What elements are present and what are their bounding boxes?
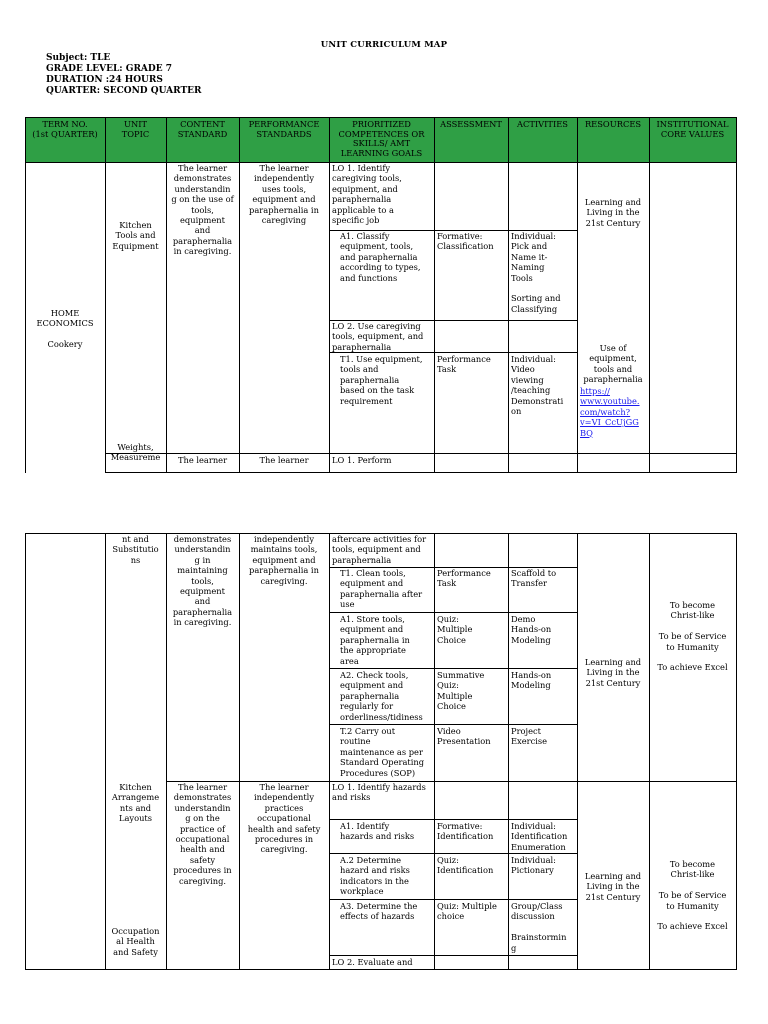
header-term: TERM NO. (1st QUARTER) [32,119,98,139]
competence-a1-store: A1. Store tools, equipment and paraphernalia in the appropriate area [340,614,410,666]
assessment-a1: Formative: Classification [437,231,494,252]
activity-t2-maintenance: Project Exercise [511,726,548,747]
competence-t2-maintenance: T.2 Carry out routine maintenance as per Standard Operating Procedures (SOP) [340,726,425,778]
resource-4: Learning and Living in the 21st Century [584,871,642,902]
subject-line: Subject: TLE [46,53,111,63]
header-unit-topic: UNIT TOPIC [121,119,150,139]
competence-b2: A.2 Determine hazard and risks indicators in the workplace [340,855,410,897]
competence-t1: T1. Use equipment, tools and paraphernalia based on the task requirement [340,354,423,406]
quarter-line: QUARTER: SECOND QUARTER [46,86,202,96]
activity-b1: Individual: Identification Enumeration [511,821,568,852]
performance-standard-1: The learner independently uses tools, equipment and paraphernalia in caregiving [249,163,319,226]
performance-standard-4: The learner independently practices occupational health and safety procedures in caregiving. [247,782,321,855]
competence-a2-check: A2. Check tools, equipment and paraphernalia regularly for orderliness/tidiness [340,670,423,722]
term-cell: HOME ECONOMICS Cookery [36,308,94,350]
competence-a1: A1. Classify equipment, tools, and paraphernalia according to types, and functions [340,231,421,283]
grade-line: GRADE LEVEL: GRADE 7 [46,64,172,74]
activity-b2: Individual: Pictionary [511,855,556,876]
resource-2: Use of equipment, tools and paraphernalia [583,343,643,385]
resource-3: Learning and Living in the 21st Century [584,657,642,688]
activity-t1: Individual: Video viewing /teaching Demonstrati on [511,354,564,417]
competence-lo1: LO 1. Identify caregiving tools, equipment, and paraphernalia applicable to a specific job [332,163,402,226]
assessment-a1-store: Quiz: Multiple Choice [437,614,473,645]
assessment-t1-clean: Performance Task [437,568,491,589]
resource-1: Learning and Living in the 21st Century [584,197,642,228]
header-activities: ACTIVITIES [517,119,568,129]
activity-a1-store: Demo Hands-on Modeling [511,614,552,645]
assessment-b1: Formative: Identification [437,821,494,842]
document-title: UNIT CURRICULUM MAP [320,40,448,50]
topic-kitchen-arrangements: Kitchen Arrangeme nts and Layouts [111,782,160,824]
competence-lo1-hazards: LO 1. Identify hazards and risks [332,782,426,803]
activity-t1-clean: Scaffold to Transfer [511,568,557,589]
topic-kitchen-tools: Kitchen Tools and Equipment [112,220,159,251]
assessment-b3: Quiz: Multiple choice [437,901,497,922]
topic-substitutions: nt and Substitutio ns [112,534,159,565]
assessment-a2-check: Summative Quiz: Multiple Choice [437,670,485,712]
competence-lo-perform: LO 1. Perform [332,455,392,465]
resource-video-link[interactable]: https:// www.youtube. com/watch? v=VI_CcUjGG BQ [580,386,640,438]
competence-lo2: LO 2. Use caregiving tools, equipment, and paraphernalia [332,321,424,352]
competence-t1-clean: T1. Clean tools, equipment and paraphernalia after use [340,568,423,610]
assessment-t1: Performance Task [437,354,491,375]
activity-a1: Individual: Pick and Name it- Naming Tools Sorting and Classifying [511,231,561,314]
competence-b3: A3. Determine the effects of hazards [340,901,418,922]
competence-lo2-evaluate: LO 2. Evaluate and [332,957,413,967]
header-resources: RESOURCES [584,119,642,129]
topic-occupational-health: Occupation al Health and Safety [111,926,160,957]
assessment-b2: Quiz: Identification [437,855,494,876]
content-standard-4: The learner demonstrates understandin g on the practice of occupational health and safety procedures in caregiving. [173,782,232,886]
document-meta [46,53,202,97]
duration-line: DURATION :24 HOURS [46,75,163,85]
content-standard-1: The learner demonstrates understandin g on the use of tools, equipment and paraphernalia in caregiving. [171,163,234,257]
performance-standard-3: independently maintains tools, equipment and paraphernalia in caregiving. [249,534,319,586]
core-values-2: To become Christ-like To be of Service to Humanity To achieve Excel [657,859,728,932]
header-core-values: INSTITUTIONAL CORE VALUES [656,119,729,139]
performance-standard-2: The learner [259,455,309,465]
core-values-1: To become Christ-like To be of Service to Humanity To achieve Excel [657,600,728,673]
header-assessment: ASSESSMENT [440,119,502,129]
header-competences: PRIORITIZED COMPETENCES OR SKILLS/ AMT LEARNING GOALS [338,119,425,158]
activity-b3: Group/Class discussion Brainstormin g [511,901,567,953]
header-performance-standards: PERFORMANCE STANDARDS [248,119,320,139]
topic-weights: Weights, Measureme [110,442,161,463]
content-standard-2: The learner [177,455,228,465]
content-standard-3: demonstrates understandin g in maintaining tools, equipment and paraphernalia in caregiving. [172,534,233,628]
assessment-t2-maintenance: Video Presentation [437,726,491,747]
competence-aftercare: aftercare activities for tools, equipment and paraphernalia [332,534,427,565]
header-content-standard: CONTENT STANDARD [177,119,228,139]
activity-a2-check: Hands-on Modeling [511,670,552,691]
competence-b1: A1. Identify hazards and risks [340,821,415,842]
